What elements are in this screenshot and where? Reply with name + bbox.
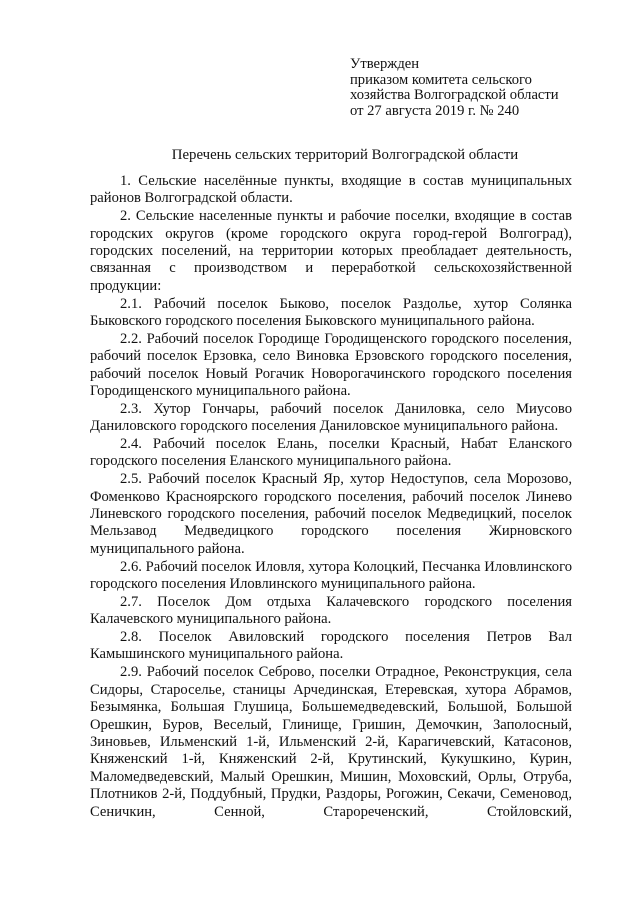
paragraph: 2.1. Рабочий поселок Быково, поселок Раздолье, хутор Солянка Быковского городского поселения Быковского муниципального района. (90, 295, 572, 330)
paragraph: 1. Сельские населённые пункты, входящие в состав муниципальных районов Волгоградской области. (90, 173, 572, 207)
paragraph: 2.5. Рабочий поселок Красный Яр, хутор Недоступов, села Морозово, Фоменково Красноярского городского поселения, рабочий поселок Линево Линевского городского поселения, рабочий поселок Медведицкий, поселок Мельзавод Медведицкого городского поселения Жирновского муниципального района. (90, 471, 572, 557)
paragraph: 2.9. Рабочий поселок Себрово, поселки Отрадное, Реконструкция, села Сидоры, Староселье, станицы Арчединская, Етеревская, хутора Абрамов, Безымянка, Большая Глушица, Большемедведевский, Большой, Большой Орешкин, Буров, Веселый, Глинище, Гришин, Демочкин, Заполосный, Зиновьев, Ильменский 1-й, Ильменский 2-й, Карагичевский, Катасонов, Княженский 1-й, Княженский 2-й, Крутинский, Кукушкино, Курин, Маломедведевский, Малый Орешкин, Мишин, Моховский, Орлы, Отруба, Плотников 2-й, Поддубный, Прудки, Раздоры, Рогожин, Секачи, Семеновод, Сеничкин, Сенной, Старореченский, Стойловский, (90, 664, 572, 820)
approval-line: приказом комитета сельского (350, 71, 532, 88)
paragraph: 2.4. Рабочий поселок Елань, поселки Красный, Набат Еланского городского поселения Еланского муниципального района. (90, 436, 572, 470)
paragraph: 2. Сельские населенные пункты и рабочие поселки, входящие в состав городских округов (кроме городского округа город-герой Волгоград), городских поселений, на территории которых преобладает деятельность, связанная с производством и переработкой сельскохозяйственной продукции: (90, 208, 572, 294)
document-body (90, 173, 572, 821)
paragraph: 2.7. Поселок Дом отдыха Калачевского городского поселения Калачевского муниципального района. (90, 593, 572, 628)
paragraph: 2.6. Рабочий поселок Иловля, хутора Колоцкий, Песчанка Иловлинского городского поселения Иловлинского муниципального района. (90, 558, 572, 593)
approval-stamp (350, 57, 590, 119)
approval-line: от 27 августа 2019 г. № 240 (350, 102, 520, 119)
approval-line: хозяйства Волгоградской области (350, 87, 559, 103)
paragraph: 2.3. Хутор Гончары, рабочий поселок Даниловка, село Миусово Даниловского городского поселения Даниловское муниципального района. (90, 400, 572, 435)
paragraph: 2.8. Поселок Авиловский городского поселения Петров Вал Камышинского муниципального района. (90, 629, 572, 663)
approval-line: Утвержден (350, 56, 420, 72)
paragraph: 2.2. Рабочий поселок Городище Городищенского городского поселения, рабочий поселок Ерзовка, село Виновка Ерзовского городского поселения, рабочий поселок Новый Рогачик Новорогачинского городского поселения Городищенского муниципального района. (90, 330, 572, 400)
document-title: Перечень сельских территорий Волгоградской области (171, 147, 519, 163)
